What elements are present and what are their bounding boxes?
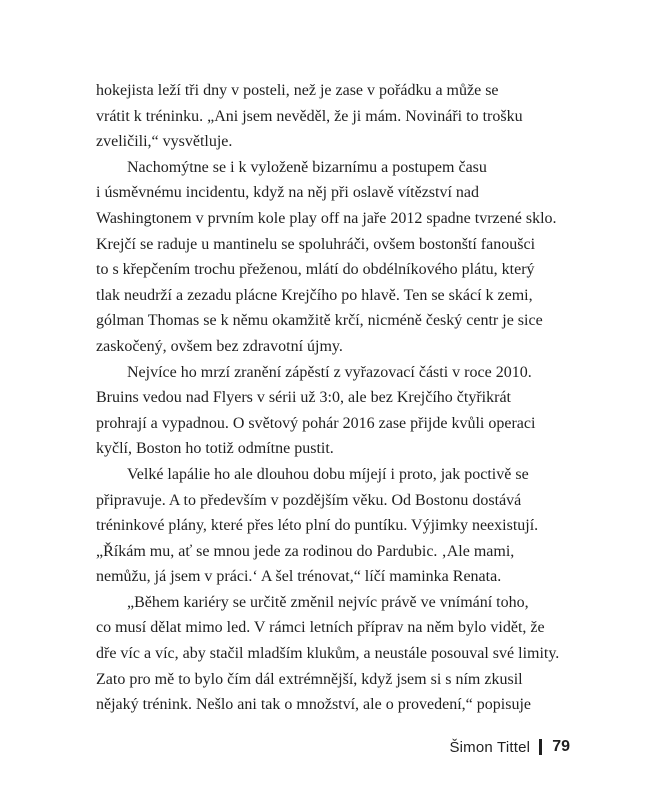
text-line: Washingtonem v prvním kole play off na jaře 2012 spadne tvrzené sklo. [96, 209, 557, 227]
text-line: hokejista leží tři dny v posteli, než je zase v pořádku a může se [96, 82, 499, 99]
text-line: gólman Thomas se k němu okamžitě krčí, nicméně český centr je sice [96, 312, 543, 330]
page-footer [449, 736, 570, 758]
text-line: „Říkám mu, ať se mnou jede za rodinou do Pardubic. ‚Ale mami, [96, 542, 515, 560]
text-line: co musí dělat mimo led. V rámci letních příprav na něm bylo vidět, že [96, 619, 545, 637]
text-line: Nachomýtne se i k vyloženě bizarnímu a postupem času [127, 158, 487, 176]
text-line: prohrají a vypadnou. O světový pohár 2016 zase přijde kvůli operaci [96, 414, 536, 432]
page-number: 79 [552, 738, 570, 755]
text-line: tréninkové plány, které přes léto plní do puntíku. Výjimky neexistují. [96, 517, 539, 535]
paragraph [96, 78, 576, 155]
text-line: Velké lapálie ho ale dlouhou dobu míjejí i proto, jak poctivě se [127, 465, 529, 483]
footer-divider [539, 739, 542, 755]
text-line: Bruins vedou nad Flyers v sérii už 3:0, ale bez Krejčího čtyřikrát [96, 389, 511, 407]
footer-author: Šimon Tittel [449, 738, 531, 756]
text-line: Zato pro mě to bylo čím dál extrémnější, když jsem si s ním zkusil [96, 670, 523, 688]
text-line: Nejvíce ho mrzí zranění zápěstí z vyřazovací části v roce 2010. [127, 363, 532, 381]
text-line: dře víc a víc, aby stačil mladším klukům, a neustále posouval své limity. [96, 645, 560, 663]
text-line: zveličili,“ vysvětluje. [96, 133, 233, 151]
text-line: zaskočený, ovšem bez zdravotní újmy. [96, 337, 343, 355]
paragraph [96, 462, 576, 590]
body-text [96, 78, 576, 718]
paragraph [96, 590, 576, 718]
text-line: nemůžu, já jsem v práci.‘ A šel trénovat,“ líčí maminka Renata. [96, 568, 502, 586]
text-line: připravuje. A to především v pozdějším věku. Od Bostonu dostává [96, 491, 522, 509]
text-line: nějaký trénink. Nešlo ani tak o množství, ale o provedení,“ popisuje [96, 696, 531, 714]
text-line: i úsměvnému incidentu, když na něj při oslavě vítězství nad [96, 184, 480, 202]
text-line: Krejčí se raduje u mantinelu se spoluhráči, ovšem bostonští fanoušci [96, 235, 536, 253]
text-line: tlak neudrží a zezadu plácne Krejčího po hlavě. Ten se skácí k zemi, [96, 286, 533, 304]
paragraph [96, 155, 576, 360]
paragraph [96, 360, 576, 462]
text-line: vrátit k tréninku. „Ani jsem nevěděl, že ji mám. Novináři to trošku [96, 107, 523, 125]
text-line: kyčlí, Boston ho totiž odmítne pustit. [96, 440, 334, 458]
text-line: to s křepčením trochu přeženou, mlátí do obdélníkového plátu, který [96, 261, 535, 279]
text-line: „Během kariéry se určitě změnil nejvíc právě ve vnímání toho, [127, 593, 529, 611]
